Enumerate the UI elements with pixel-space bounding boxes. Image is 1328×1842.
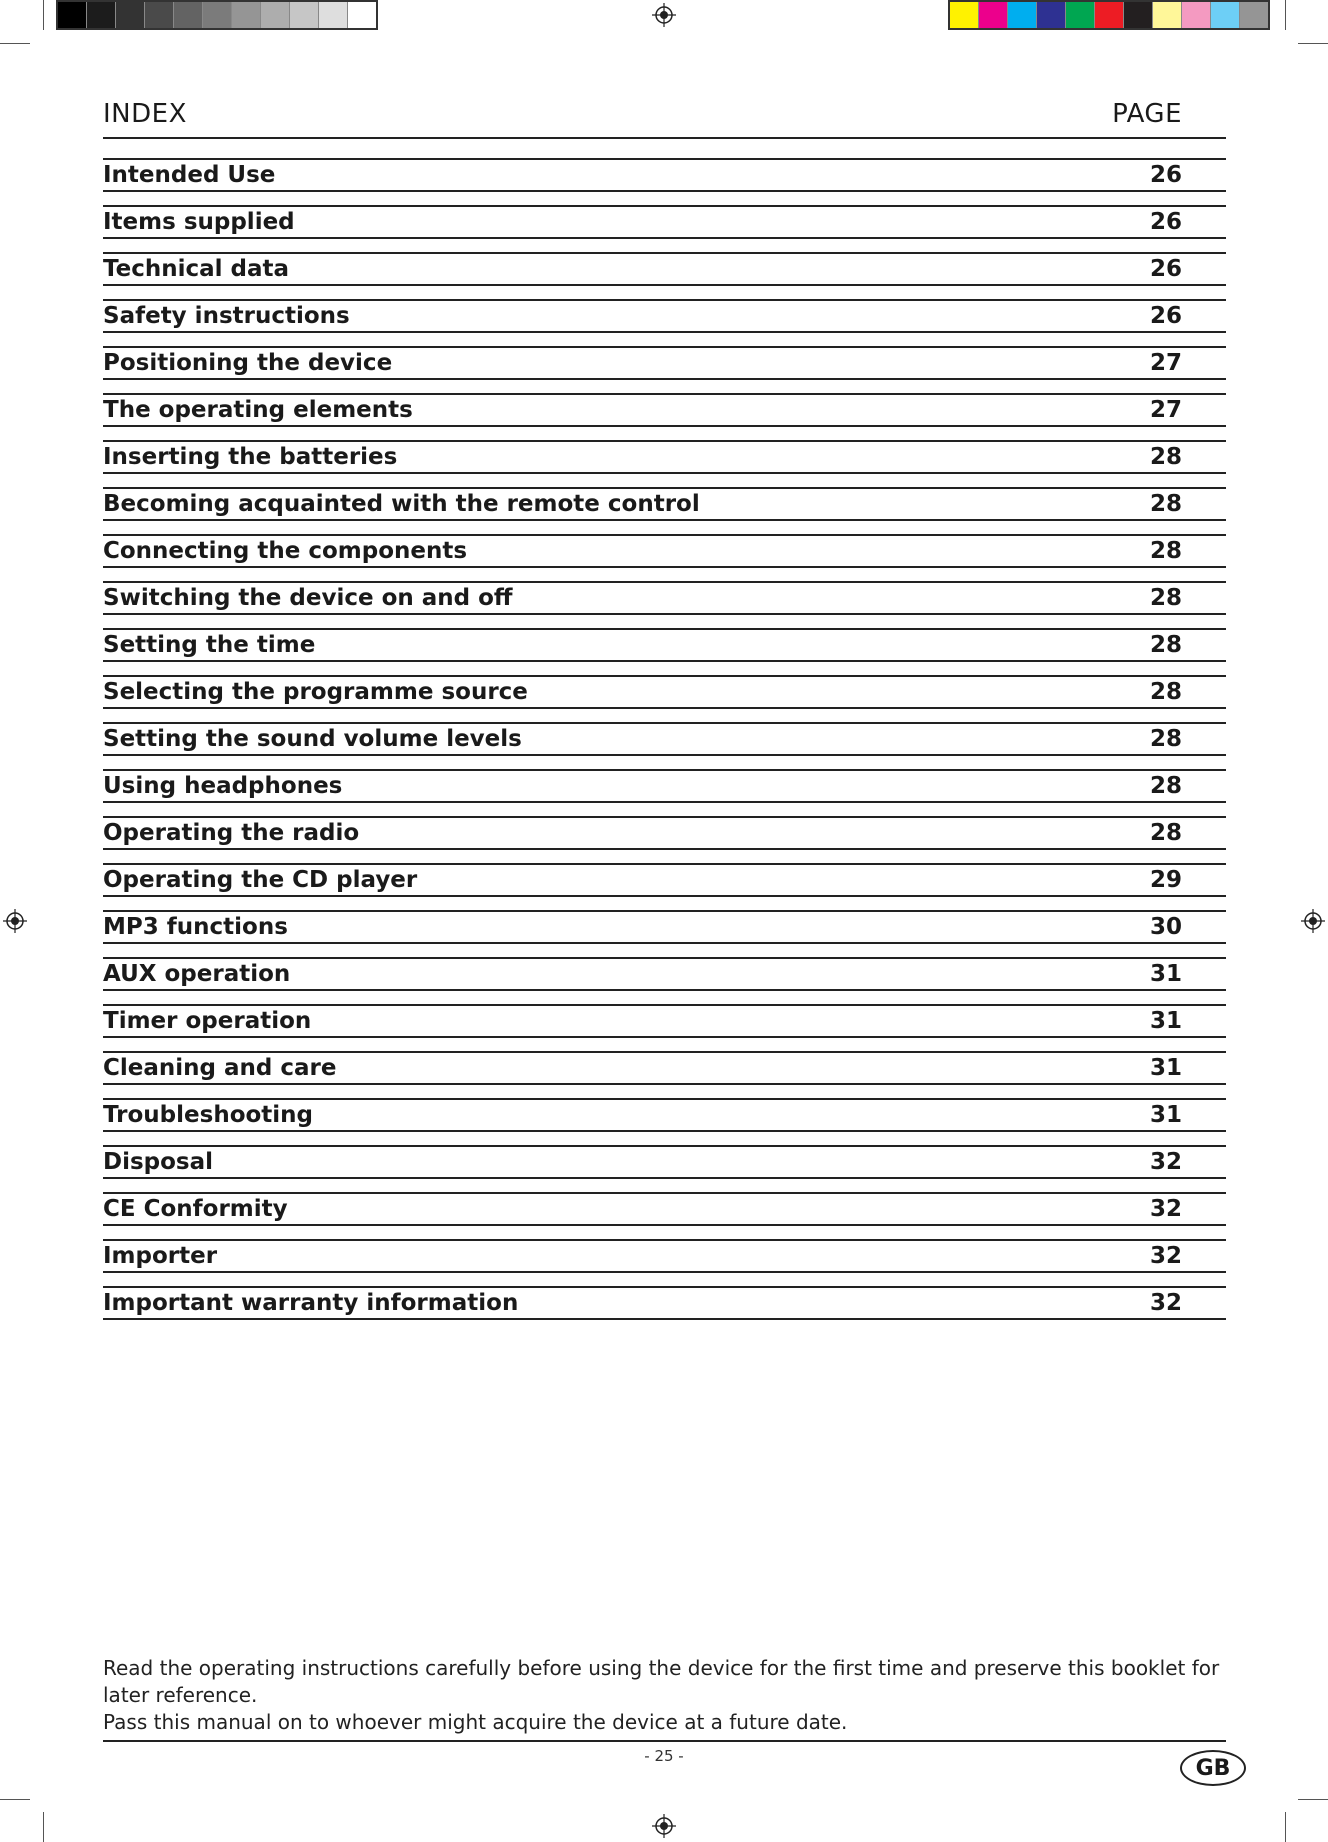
- index-entry-title: Setting the time: [103, 632, 316, 658]
- index-entry[interactable]: [103, 910, 1226, 944]
- footer-divider: [103, 1740, 1226, 1742]
- index-entry-page: 29: [1149, 867, 1182, 893]
- index-entry[interactable]: [103, 816, 1226, 850]
- index-entry[interactable]: [103, 534, 1226, 568]
- registration-mark-icon: [1300, 908, 1326, 934]
- calibration-swatch: [290, 2, 319, 28]
- index-entry[interactable]: [103, 581, 1226, 615]
- index-entry-title: Switching the device on and off: [103, 585, 513, 611]
- index-entry-title: Cleaning and care: [103, 1055, 337, 1081]
- index-entry[interactable]: [103, 1239, 1226, 1273]
- calibration-swatch: [950, 2, 979, 28]
- calibration-swatch: [1037, 2, 1066, 28]
- calibration-swatch: [1066, 2, 1095, 28]
- index-entry-page: 27: [1149, 350, 1182, 376]
- calibration-swatch: [145, 2, 174, 28]
- index-entry[interactable]: [103, 628, 1226, 662]
- registration-mark-icon: [2, 908, 28, 934]
- crop-mark: [1298, 43, 1328, 44]
- index-entry[interactable]: [103, 1145, 1226, 1179]
- page-number: - 25 -: [644, 1747, 684, 1765]
- page-column-header: PAGE: [1112, 99, 1182, 129]
- index-entry-page: 28: [1149, 585, 1182, 611]
- index-entry[interactable]: [103, 346, 1226, 380]
- index-entry-page: 26: [1149, 209, 1182, 235]
- index-entry-page: 32: [1149, 1196, 1182, 1222]
- crop-mark: [1285, 0, 1286, 30]
- calibration-swatch: [1095, 2, 1124, 28]
- calibration-swatch: [58, 2, 87, 28]
- index-entry[interactable]: [103, 252, 1226, 286]
- index-entry-page: 31: [1149, 1055, 1182, 1081]
- index-entry-page: 28: [1149, 444, 1182, 470]
- index-entry[interactable]: [103, 1192, 1226, 1226]
- index-entry[interactable]: [103, 158, 1226, 192]
- calibration-swatch: [319, 2, 348, 28]
- calibration-swatch: [1124, 2, 1153, 28]
- crop-mark: [43, 0, 44, 30]
- index-entry[interactable]: [103, 1051, 1226, 1085]
- calibration-swatch: [87, 2, 116, 28]
- calibration-swatch: [232, 2, 261, 28]
- index-list: [103, 158, 1226, 1333]
- index-entry-page: 31: [1149, 1008, 1182, 1034]
- calibration-swatch: [979, 2, 1008, 28]
- index-entry-page: 26: [1149, 256, 1182, 282]
- index-entry-page: 28: [1149, 632, 1182, 658]
- crop-mark: [1285, 1812, 1286, 1842]
- index-entry-page: 31: [1149, 1102, 1182, 1128]
- index-entry[interactable]: [103, 393, 1226, 427]
- notice-line: Read the operating instructions carefully before using the device for the first time and preserve this booklet for later reference.: [103, 1656, 1220, 1707]
- index-entry-page: 30: [1149, 914, 1182, 940]
- index-entry-page: 28: [1149, 679, 1182, 705]
- calibration-swatch: [1182, 2, 1211, 28]
- index-entry[interactable]: [103, 957, 1226, 991]
- calibration-swatch: [203, 2, 232, 28]
- grayscale-calibration-bar: [56, 0, 378, 30]
- index-entry-page: 32: [1149, 1290, 1182, 1316]
- index-entry-page: 32: [1149, 1243, 1182, 1269]
- index-entry-title: Operating the radio: [103, 820, 360, 846]
- index-entry-page: 28: [1149, 491, 1182, 517]
- index-entry-title: CE Conformity: [103, 1196, 288, 1222]
- index-entry-title: Becoming acquainted with the remote control: [103, 491, 700, 517]
- registration-mark-icon: [651, 2, 677, 28]
- calibration-swatch: [1211, 2, 1240, 28]
- index-header: [103, 95, 1226, 139]
- calibration-swatch: [261, 2, 290, 28]
- calibration-swatch: [1240, 2, 1268, 28]
- index-entry-title: Setting the sound volume levels: [103, 726, 522, 752]
- index-entry-title: Safety instructions: [103, 303, 350, 329]
- index-entry-title: The operating elements: [103, 397, 413, 423]
- calibration-swatch: [174, 2, 203, 28]
- index-entry-title: Timer operation: [103, 1008, 312, 1034]
- index-entry-title: Disposal: [103, 1149, 214, 1175]
- registration-mark-icon: [651, 1813, 677, 1839]
- index-entry[interactable]: [103, 1286, 1226, 1320]
- index-entry[interactable]: [103, 769, 1226, 803]
- index-entry[interactable]: [103, 299, 1226, 333]
- index-entry-page: 26: [1149, 303, 1182, 329]
- language-badge: GB: [1180, 1750, 1246, 1786]
- index-entry-page: 32: [1149, 1149, 1182, 1175]
- index-entry-title: Important warranty information: [103, 1290, 519, 1316]
- index-title: INDEX: [103, 99, 187, 129]
- index-entry-page: 31: [1149, 961, 1182, 987]
- index-entry-page: 28: [1149, 726, 1182, 752]
- calibration-swatch: [1008, 2, 1037, 28]
- index-entry[interactable]: [103, 487, 1226, 521]
- index-entry[interactable]: [103, 205, 1226, 239]
- index-entry[interactable]: [103, 863, 1226, 897]
- index-entry-page: 28: [1149, 773, 1182, 799]
- index-entry[interactable]: [103, 1098, 1226, 1132]
- index-entry[interactable]: [103, 675, 1226, 709]
- index-entry-title: Importer: [103, 1243, 218, 1269]
- reading-notice: [103, 1655, 1253, 1736]
- index-entry-title: Technical data: [103, 256, 290, 282]
- crop-mark: [43, 1812, 44, 1842]
- index-entry-title: Selecting the programme source: [103, 679, 528, 705]
- index-entry-title: Using headphones: [103, 773, 343, 799]
- notice-line: Pass this manual on to whoever might acquire the device at a future date.: [103, 1710, 848, 1734]
- index-entry-title: Operating the CD player: [103, 867, 418, 893]
- index-entry-title: AUX operation: [103, 961, 291, 987]
- index-entry-title: Inserting the batteries: [103, 444, 398, 470]
- index-entry-page: 27: [1149, 397, 1182, 423]
- color-calibration-bar: [948, 0, 1270, 30]
- index-entry-title: Troubleshooting: [103, 1102, 314, 1128]
- index-entry-page: 26: [1149, 162, 1182, 188]
- crop-mark: [0, 1799, 30, 1800]
- calibration-swatch: [1153, 2, 1182, 28]
- index-entry-page: 28: [1149, 820, 1182, 846]
- index-entry-title: MP3 functions: [103, 914, 288, 940]
- index-entry[interactable]: [103, 722, 1226, 756]
- index-entry[interactable]: [103, 1004, 1226, 1038]
- index-entry-title: Positioning the device: [103, 350, 393, 376]
- calibration-swatch: [116, 2, 145, 28]
- index-entry-page: 28: [1149, 538, 1182, 564]
- crop-mark: [0, 43, 30, 44]
- calibration-swatch: [348, 2, 376, 28]
- index-entry-title: Intended Use: [103, 162, 276, 188]
- index-entry[interactable]: [103, 440, 1226, 474]
- crop-mark: [1298, 1799, 1328, 1800]
- index-entry-title: Items supplied: [103, 209, 295, 235]
- index-entry-title: Connecting the components: [103, 538, 468, 564]
